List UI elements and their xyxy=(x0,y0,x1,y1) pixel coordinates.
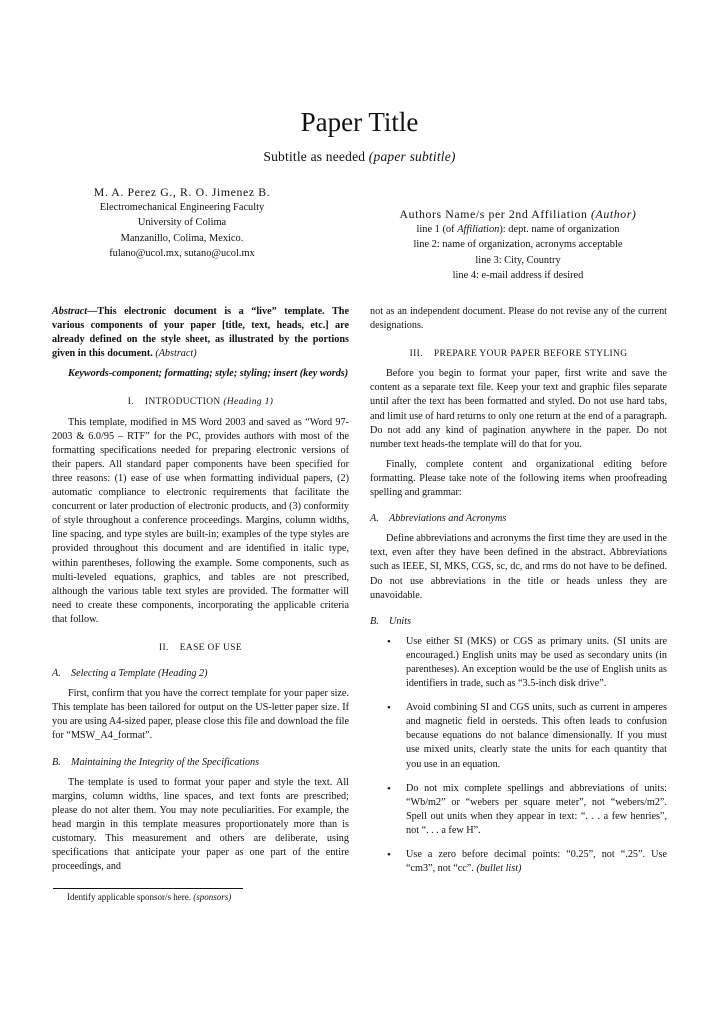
subsection-label: A. xyxy=(370,513,379,525)
subsection-heading-a xyxy=(52,667,349,681)
author1-line: Electromechanical Engineering Faculty xyxy=(99,202,265,214)
prepare-paragraph: Before you begin to format your paper, first write and save the content as a separate text file. Keep your text and graphic files separate until after the text has been formatted and styled. Do not use hard tabs, and limit use of hard returns to only one return at the end of a paragraph. Do not add any kind of pagination anywhere in the paper. Do not number text heads-the template will do that for you. xyxy=(370,368,667,450)
integrity-paragraph: The template is used to format your paper and style the text. All margins, column widths, line spaces, and text fonts are prescribed; please do not alter them. You may note peculiarities. For example, the head margin in this template measures proportionately more than is customary. This measurement and others are deliberate, using specifications that anticipate your paper as one part of the entire proceedings, and xyxy=(52,776,349,873)
author2-line1-italic: Affiliation xyxy=(457,224,500,236)
subsection-text: Units xyxy=(388,615,412,627)
heading-text: INTRODUCTION xyxy=(144,397,221,408)
list-item: • Do not mix complete spellings and abbreviations of units: “Wb/m2” or “webers per square meter”, not “webers/m2”. Spell out units when they appear in text: “. . . a few henries”, not “. . . a few H”. xyxy=(406,782,667,838)
subsection-label: B. xyxy=(370,615,379,627)
author2-line1-pre: line 1 (of xyxy=(416,224,458,236)
heading-number: I. xyxy=(127,397,134,408)
heading-text: PREPARE YOUR PAPER BEFORE STYLING xyxy=(433,349,628,360)
author2-line: line 4: e-mail address if desired xyxy=(452,269,584,281)
abstract xyxy=(52,305,349,361)
list-item: • Avoid combining SI and CGS units, such as current in amperes and magnetic field in oersteds. This often leads to confusion because equations do not balance dimensionally. If you must use mixed units, clearly state the units for each quantity that you use in an equation. xyxy=(406,701,667,771)
subtitle-tag: (paper subtitle) xyxy=(368,149,456,164)
list-item xyxy=(406,848,667,876)
author-name-1: M. A. Perez G., R. O. Jimenez B. xyxy=(93,185,271,199)
author2-line: line 2: name of organization, acronyms acceptable xyxy=(413,239,623,251)
author2-name: Authors Name/s per 2nd Affiliation xyxy=(399,207,588,221)
footnote-text: Identify applicable sponsor/s here. xyxy=(67,892,191,902)
abstract-tag: (Abstract) xyxy=(155,348,197,360)
subsection-text: Selecting a Template (Heading 2) xyxy=(70,668,208,680)
abbreviations-paragraph: Define abbreviations and acronyms the first time they are used in the text, even after they have been defined in the abstract. Abbreviations such as IEEE, SI, MKS, CGS, sc, dc, and rms do not have to be defined. Do not use abbreviations in the title or heads unless they are unavoidable. xyxy=(370,533,667,601)
author-block-2 xyxy=(368,207,668,283)
author1-line: Manzanillo, Colima, Mexico. xyxy=(120,232,244,244)
editing-paragraph: Finally, complete content and organizational editing before formatting. Please take note of the following items when proofreading spelling and grammar: xyxy=(370,458,667,499)
heading-text: EASE OF USE xyxy=(179,642,242,653)
bullet-text: Use a zero before decimal points: “0.25”, not “.25”. Use “cm3”, not “cc”. xyxy=(406,849,667,875)
author-block-1 xyxy=(52,185,312,261)
keywords xyxy=(52,367,349,381)
keywords-label: Keywords xyxy=(68,368,109,380)
author1-line: University of Colima xyxy=(137,217,227,229)
author-name-2 xyxy=(368,207,668,222)
subsection-heading-a xyxy=(370,512,667,526)
intro-paragraph: This template, modified in MS Word 2003 and saved as “Word 97-2003 & 6.0/95 – RTF” for the PC, provides authors with most of the formatting specifications needed for preparing electronic versions of their papers. All standard paper components have been specified for three reasons: (1) ease of use when formatting individual papers, (2) automatic compliance to electronic requirements that facilitate the concurrent or later production of electronic products, and (3) conformity of style throughout a conference proceedings. Margins, column widths, line spacing, and type styles are built-in; examples of the type styles are provided throughout this document and are identified in italic type, within parentheses, following the example. Some components, such as multi-leveled equations, graphics, and tables are not prescribed, although the various table text styles are provided. The formatter will need to create these components, incorporating the applicable criteria that follow. xyxy=(52,416,349,625)
subtitle-text: Subtitle as needed xyxy=(263,149,366,164)
bullet-tag: (bullet list) xyxy=(476,863,522,875)
abstract-text: —This electronic document is a “live” template. The various components of your paper [title, text, heads, etc.] are already defined on the style sheet, as illustrated by the portions given in this document. xyxy=(52,306,349,360)
author1-email: fulano@ucol.mx, sutano@ucol.mx xyxy=(109,247,255,259)
subsection-heading-b xyxy=(370,615,667,629)
author2-tag: (Author) xyxy=(591,207,637,221)
subsection-text: Abbreviations and Acronyms xyxy=(388,513,507,525)
heading-tag: (Heading 1) xyxy=(223,397,274,408)
list-item: • Use either SI (MKS) or CGS as primary units. (SI units are encouraged.) English units may be used as secondary units (in parentheses). An exception would be the use of English units as identifiers in trade, such as “3.5-inch disk drive”. xyxy=(406,635,667,691)
template-paragraph: First, confirm that you have the correct template for your paper size. This template has been tailored for output on the US-letter paper size. If you are using A4-sized paper, please close this file and download the file for “MSW_A4_format”. xyxy=(52,688,349,742)
author2-line: line 3: City, Country xyxy=(475,254,561,266)
paper-title: Paper Title xyxy=(300,107,419,137)
subsection-label: A. xyxy=(52,668,61,680)
footnote-rule xyxy=(53,888,243,889)
continued-paragraph: not as an independent document. Please do not revise any of the current designations. xyxy=(370,306,667,332)
paper-subtitle xyxy=(0,149,719,165)
abstract-label: Abstract xyxy=(52,306,88,317)
footnote xyxy=(67,892,231,902)
units-bullet-list xyxy=(370,635,667,876)
footnote-tag: (sponsors) xyxy=(193,892,232,902)
keywords-text: -component; formatting; style; styling; insert (key words) xyxy=(108,368,349,380)
right-column xyxy=(370,305,667,886)
author2-line xyxy=(368,222,668,237)
heading-number: III. xyxy=(409,349,423,360)
heading-number: II. xyxy=(158,642,169,653)
author2-line1-post: ): dept. name of organization xyxy=(499,224,620,236)
section-heading-3 xyxy=(370,347,667,361)
subsection-heading-b xyxy=(52,756,349,770)
section-heading-1 xyxy=(52,395,349,409)
subsection-label: B. xyxy=(52,756,61,768)
left-column xyxy=(52,305,349,874)
subsection-text: Maintaining the Integrity of the Specifications xyxy=(70,756,260,768)
section-heading-2 xyxy=(52,641,349,655)
